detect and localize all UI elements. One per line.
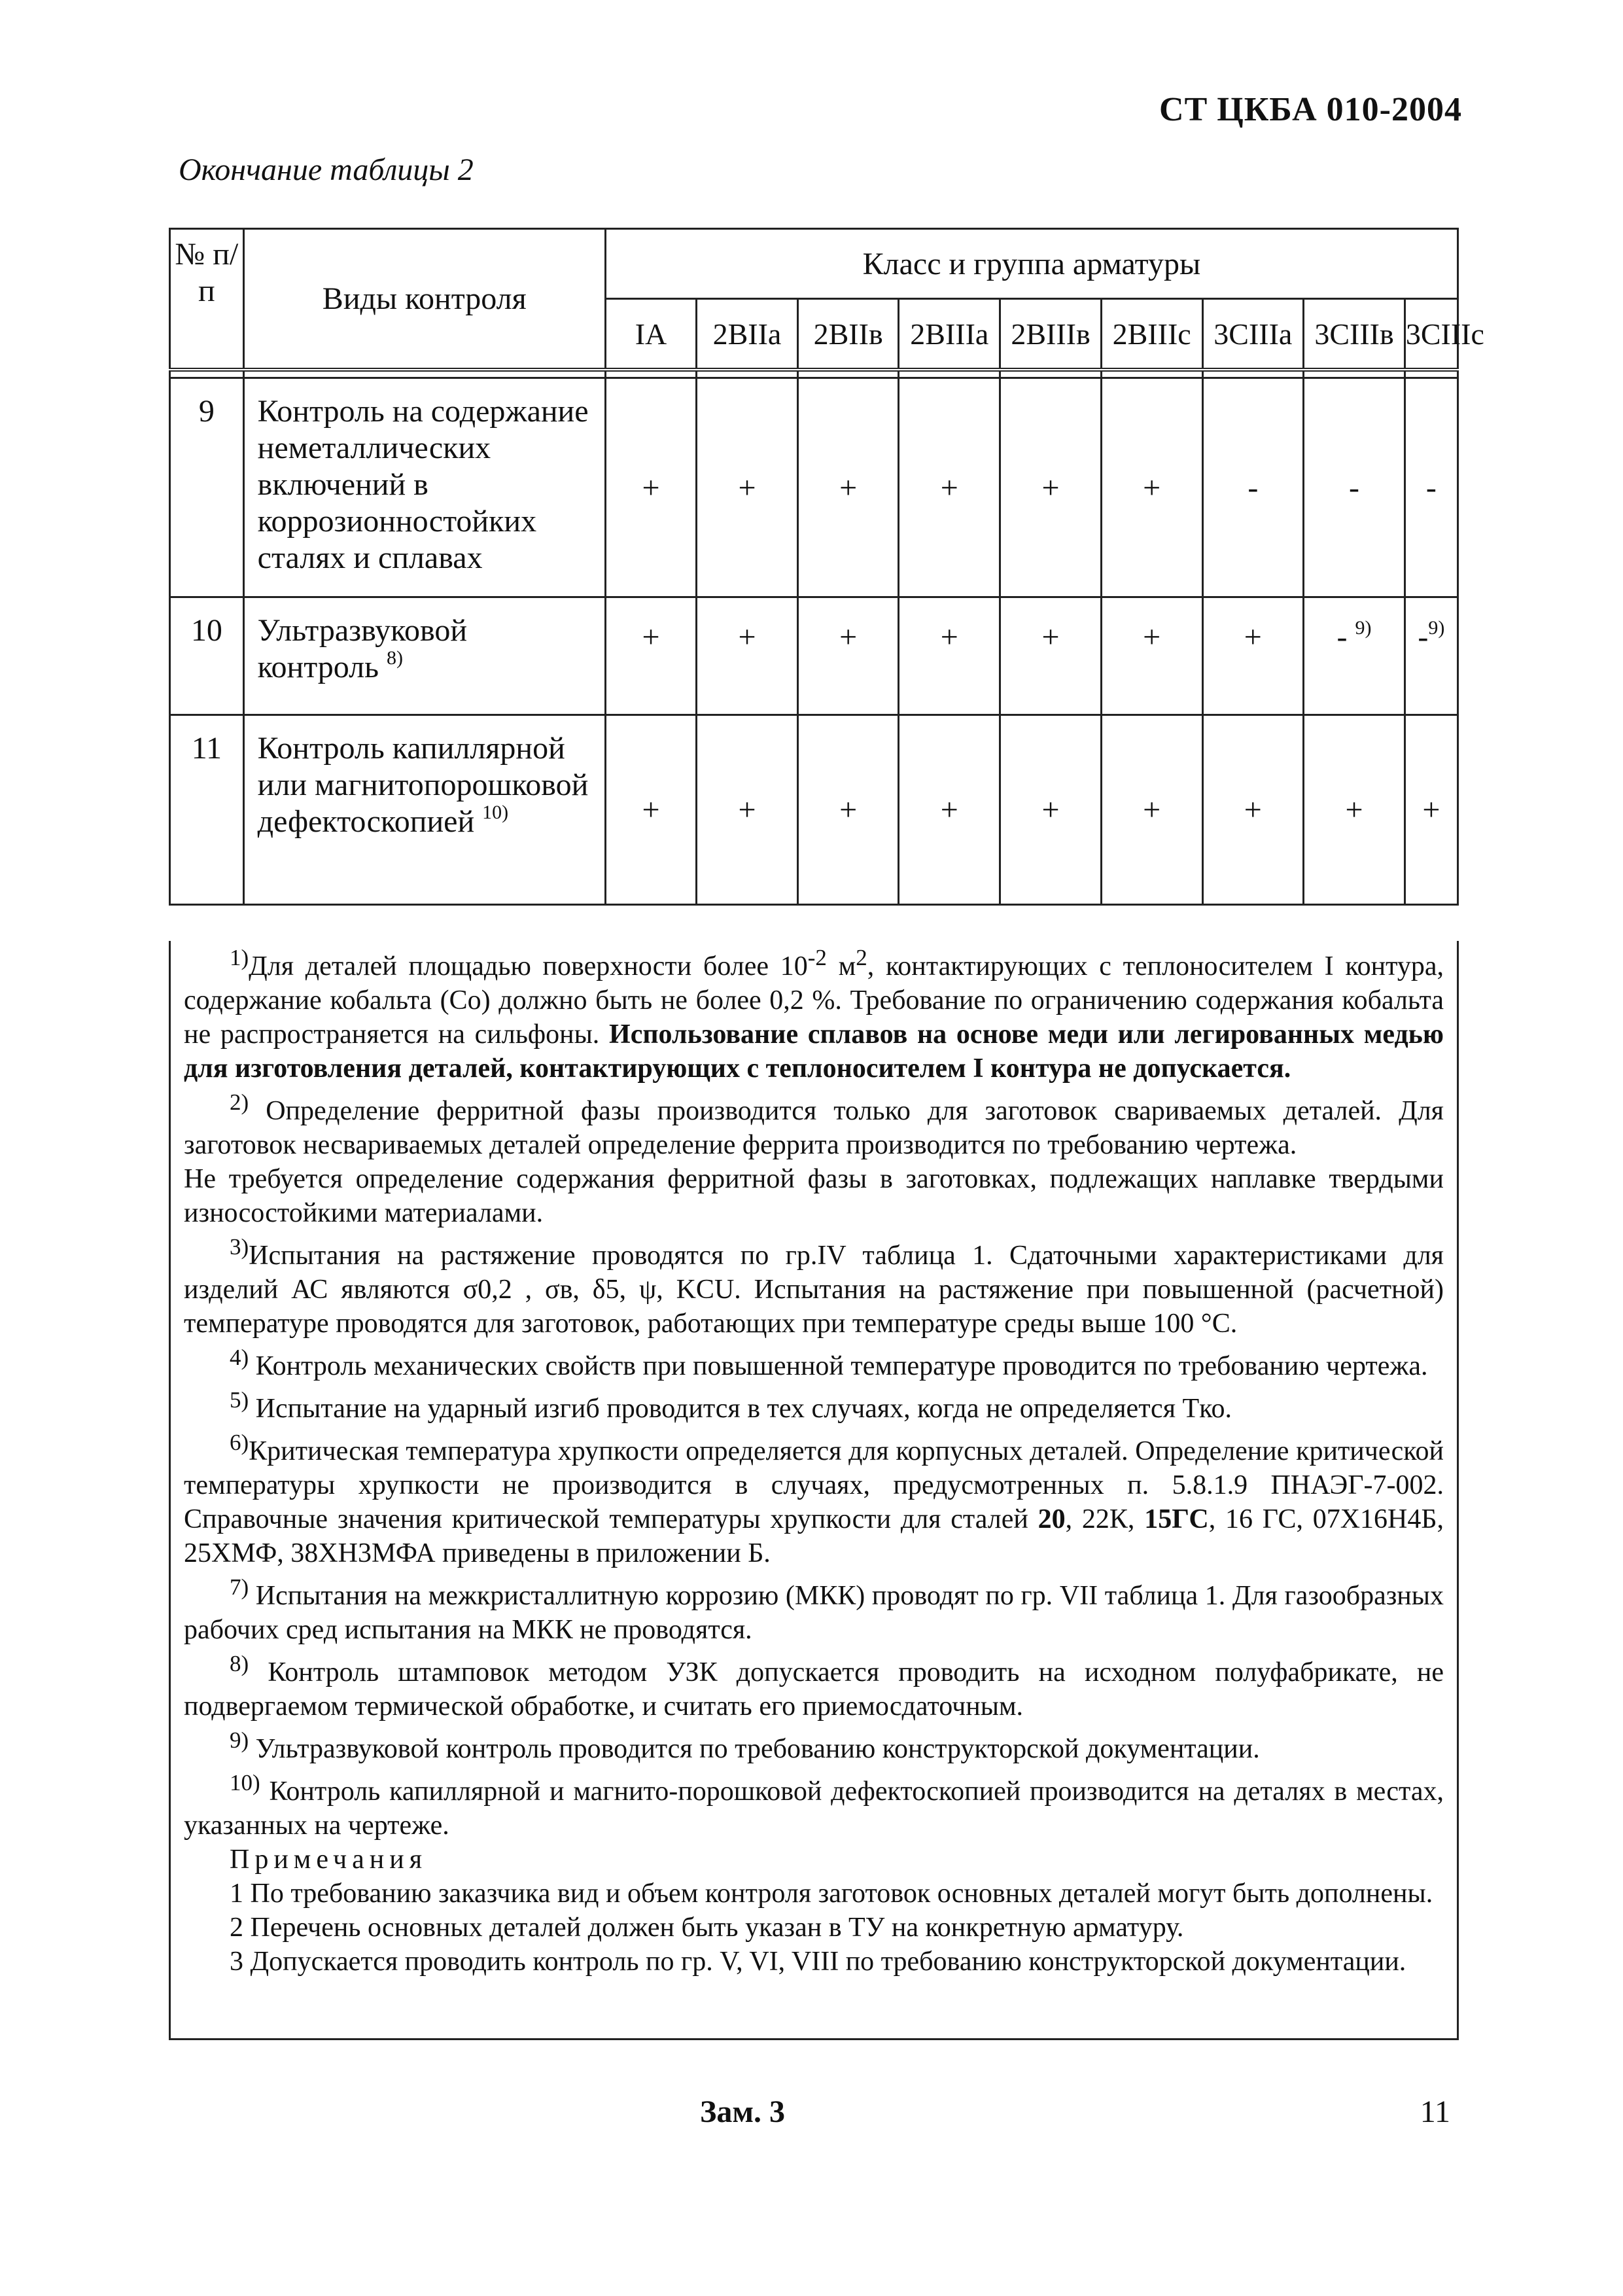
footnote-9: [184, 1723, 1444, 1766]
row-number: 11: [170, 715, 244, 905]
group-header: 2BIIa: [697, 299, 798, 370]
table-cell: +: [899, 378, 1000, 597]
footnote-2: [184, 1086, 1444, 1162]
table-cell: +: [1202, 715, 1304, 905]
table-row: [170, 715, 1458, 905]
footnote-mark: 2): [230, 1089, 249, 1115]
table-cell: +: [1304, 715, 1405, 905]
footnote-text: Критическая температура хрупкости определяется для корпусных деталей. Определение критической температуры хрупкости не производится в случаях, предусмотренных п. 5.8.1.9 ПНАЭГ-7-002. Справочные значения критической температуры хрупкости для сталей: [184, 1436, 1444, 1534]
table-cell: -: [1405, 378, 1457, 597]
footnote-text: Контроль капиллярной и магнито-порошковой дефектоскопией производится на деталях в местах, указанных на чертеже.: [184, 1776, 1444, 1841]
header-separator: [170, 370, 1458, 378]
table-row: [170, 378, 1458, 597]
control-table: [169, 228, 1484, 906]
group-header: 2BIIIc: [1101, 299, 1202, 370]
remark-1: 1 По требованию заказчика вид и объем контроля заготовок основных деталей могут быть дополнены.: [230, 1879, 1433, 1909]
exponent: 2: [856, 945, 867, 970]
table-cell: +: [697, 597, 798, 715]
footnote-4: [184, 1341, 1444, 1383]
table-cell: +: [899, 597, 1000, 715]
table-cell: +: [1000, 715, 1102, 905]
cell-mark: -: [1336, 620, 1348, 654]
row-number: 10: [170, 597, 244, 715]
footnote-bold-text: Использование сплавов на основе меди или легированных медью для изготовления деталей, контактирующих с теплоносителем I контура не допускается.: [184, 1019, 1444, 1084]
change-number: Зам. 3: [700, 2094, 786, 2129]
footnote-bold-text: 20: [1038, 1504, 1066, 1534]
footnote-6: [184, 1426, 1444, 1570]
table-cell: -: [1304, 378, 1405, 597]
page-number: 11: [1420, 2094, 1450, 2129]
table-cell: -: [1202, 378, 1304, 597]
footnote-mark: 3): [230, 1234, 249, 1260]
footnotes-block: [169, 941, 1459, 2040]
footnote-ref: 9): [1428, 617, 1445, 639]
cell-mark: -: [1418, 620, 1429, 654]
class-group-header: Класс и группа арматуры: [605, 229, 1457, 299]
control-type: Контроль на содержание неметаллических включений в коррозионностойких сталях и сплавах: [243, 378, 605, 597]
group-header: IA: [605, 299, 696, 370]
table-cell: +: [797, 597, 899, 715]
table-cell: +: [1000, 378, 1102, 597]
footnote-mark: 10): [230, 1770, 260, 1795]
remark-2: 2 Перечень основных деталей должен быть указан в ТУ на конкретную арматуру.: [230, 1913, 1184, 1943]
table-cell: +: [797, 715, 899, 905]
table-cell: [1304, 597, 1405, 715]
group-header: 3CIIIв: [1304, 299, 1405, 370]
footnote-text: м: [826, 951, 856, 981]
table-cell: +: [1000, 597, 1102, 715]
group-header: 3CIIIa: [1202, 299, 1304, 370]
document-code: СТ ЦКБА 010-2004: [1159, 91, 1462, 128]
footnote-text: Для деталей площадью поверхности более 10: [249, 951, 808, 981]
footnote-mark: 1): [230, 945, 249, 970]
table-cell: +: [1101, 715, 1202, 905]
footnote-ref: 8): [387, 647, 404, 669]
table-caption: Окончание таблицы 2: [179, 152, 474, 187]
footnote-3: [184, 1230, 1444, 1341]
group-header: 2BIIIв: [1000, 299, 1102, 370]
footnote-text: Испытания на межкристаллитную коррозию (МКК) проводят по гр. VII таблица 1. Для газообразных рабочих сред испытания на МКК не проводятся.: [184, 1581, 1444, 1645]
table-cell: +: [1101, 597, 1202, 715]
footnote-bold-text: 15ГС: [1144, 1504, 1209, 1534]
table-row: [170, 597, 1458, 715]
footnote-ref: 10): [482, 802, 509, 823]
footnote-2b: Не требуется определение содержания ферритной фазы в заготовках, подлежащих наплавке твердыми износостойкими материалами.: [184, 1164, 1444, 1228]
table-cell: +: [697, 378, 798, 597]
table-cell: +: [697, 715, 798, 905]
footnote-text: Контроль механических свойств при повышенной температуре проводится по требованию чертежа.: [255, 1351, 1428, 1381]
control-type: [243, 597, 605, 715]
footnote-text: Контроль штамповок методом УЗК допускается проводить на исходном полуфабрикате, не подвергаемом термической обработке, и считать его приемосдаточным.: [184, 1657, 1444, 1722]
control-type: [243, 715, 605, 905]
footnote-7: [184, 1570, 1444, 1647]
remarks-heading: Примечания: [230, 1845, 428, 1875]
footnote-8: [184, 1647, 1444, 1723]
footnote-mark: 4): [230, 1345, 249, 1370]
table-cell: +: [899, 715, 1000, 905]
col-num-header: № п/п: [170, 229, 244, 370]
table-cell: +: [797, 378, 899, 597]
footnote-mark: 8): [230, 1651, 249, 1676]
table-cell: +: [1202, 597, 1304, 715]
footnote-text: , контактирующих с теплоносителем I контура, содержание кобальта (Со) должно быть не более 0,2 %. Требование по ограничению содержания кобальта не распространяется на сильфоны.: [184, 951, 1444, 1050]
footnote-text: Определение ферритной фазы производится только для заготовок свариваемых деталей. Для заготовок несвариваемых деталей определение феррита производится по требованию чертежа.: [184, 1096, 1444, 1160]
control-type-text: Ультразвуковой контроль: [257, 613, 468, 684]
footnote-text: , 22К,: [1065, 1504, 1145, 1534]
footnote-mark: 5): [230, 1387, 249, 1413]
footnote-text: Испытания на растяжение проводятся по гр.IV таблица 1. Сдаточными характеристиками для изделий АС являются σ0,2 , σв, δ5, ψ, KCU. Испытания на растяжение при повышенной (расчетной) температуре проводятся для заготовок, работающих при температуре среды выше 100 °С.: [184, 1241, 1444, 1339]
table-cell: +: [605, 597, 696, 715]
row-number: 9: [170, 378, 244, 597]
group-header: 3CIIIc: [1405, 299, 1457, 370]
group-header: 2BIIв: [797, 299, 899, 370]
footnote-mark: 9): [230, 1727, 249, 1753]
header-row-1: [170, 229, 1458, 299]
table-cell: +: [605, 715, 696, 905]
footnote-mark: 6): [230, 1430, 249, 1455]
footnote-10: [184, 1766, 1444, 1843]
footnote-mark: 7): [230, 1574, 249, 1600]
control-type-text: Контроль капиллярной или магнитопорошковой дефектоскопией: [257, 731, 589, 839]
table-cell: [1405, 597, 1457, 715]
group-header: 2BIIIa: [899, 299, 1000, 370]
footnote-text: Испытание на ударный изгиб проводится в тех случаях, когда не определяется Tко.: [255, 1394, 1232, 1424]
footnote-text: , 16 ГС, 07Х16Н4Б, 25ХМФ, 38ХН3МФА приведены в приложении Б.: [184, 1504, 1444, 1568]
table-cell: +: [1101, 378, 1202, 597]
exponent: -2: [807, 945, 827, 970]
col-kind-header: Виды контроля: [243, 229, 605, 370]
footnote-ref: 9): [1355, 617, 1372, 639]
footnote-1: [184, 941, 1444, 1086]
table-cell: +: [605, 378, 696, 597]
table-cell: +: [1405, 715, 1457, 905]
remark-3: 3 Допускается проводить контроль по гр. V, VI, VIII по требованию конструкторской документации.: [230, 1947, 1406, 1977]
footnote-5: [184, 1383, 1444, 1426]
footnote-text: Ультразвуковой контроль проводится по требованию конструкторской документации.: [255, 1734, 1260, 1764]
